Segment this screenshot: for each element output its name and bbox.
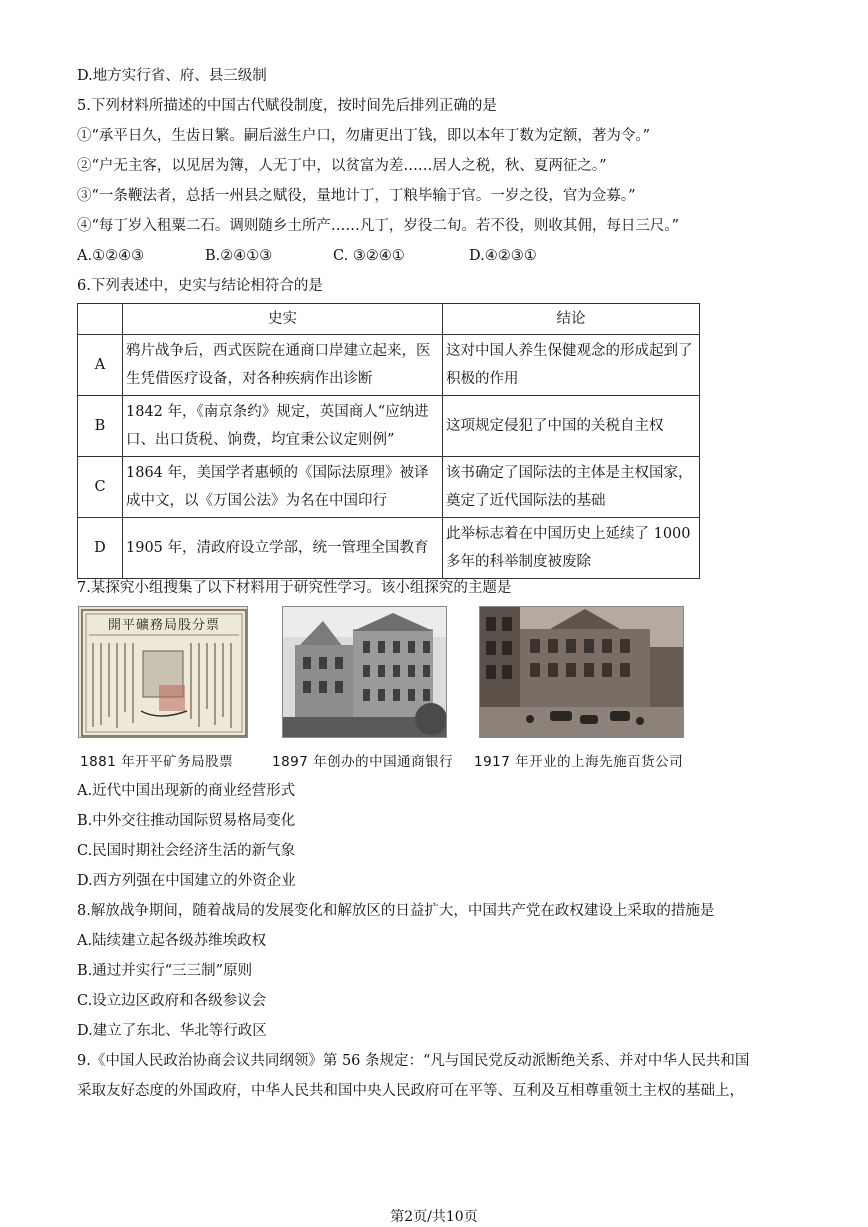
q7-option-d[interactable]: D.西方列强在中国建立的外资企业	[77, 873, 296, 889]
q8-stem: 8.解放战争期间，随着战局的发展变化和解放区的日益扩大，中国共产党在政权建设上采取的措施是	[77, 903, 715, 919]
row-fact: 1864 年，美国学者惠顿的《国际法原理》被译成中文，以《万国公法》为名在中国印行	[123, 457, 443, 518]
q5-material-3: ③“一条鞭法者，总括一州县之赋役，量地计丁，丁粮毕输于官。一岁之役，官为佥募。”	[77, 188, 636, 204]
q9-stem-line-1: 9.《中国人民政治协商会议共同纲领》第 56 条规定：“凡与国民党反动派断绝关系、并对中华人民共和国	[77, 1053, 750, 1069]
q5-option-a[interactable]: A.①②④③	[77, 248, 145, 264]
row-conclusion: 这项规定侵犯了中国的关税自主权	[443, 396, 700, 457]
row-fact: 1842 年，《南京条约》规定，英国商人“应纳进口、出口货税、饷费，均宜秉公议定则例”	[123, 396, 443, 457]
q7-option-b[interactable]: B.中外交往推动国际贸易格局变化	[77, 813, 296, 829]
stock-title: 開平礦務局股分票	[107, 618, 221, 633]
row-label: A	[78, 335, 123, 396]
q8-option-c[interactable]: C.设立边区政府和各级参议会	[77, 993, 267, 1009]
table-header-blank	[78, 304, 123, 335]
q5-stem: 5.下列材料所描述的中国古代赋役制度，按时间先后排列正确的是	[77, 98, 497, 114]
q8-option-d[interactable]: D.建立了东北、华北等行政区	[77, 1023, 267, 1039]
row-label: B	[78, 396, 123, 457]
q5-option-d[interactable]: D.④②③①	[469, 248, 537, 264]
q4-option-d: D.地方实行省、府、县三级制	[77, 68, 267, 84]
q5-option-c[interactable]: C. ③②④①	[333, 248, 405, 264]
q8-option-a[interactable]: A.陆续建立起各级苏维埃政权	[77, 933, 267, 949]
q7-stem: 7.某探究小组搜集了以下材料用于研究性学习。该小组探究的主题是	[77, 580, 512, 596]
table-row	[78, 335, 700, 396]
table-row	[78, 518, 700, 579]
stock-certificate-image	[78, 606, 248, 738]
row-fact: 鸦片战争后，西式医院在通商口岸建立起来，医生凭借医疗设备，对各种疾病作出诊断	[123, 335, 443, 396]
table-row	[78, 457, 700, 518]
page-number: 第2页/共10页	[390, 1209, 478, 1225]
bank-building-image	[282, 606, 447, 738]
q9-stem-line-2: 采取友好态度的外国政府，中华人民共和国中央人民政府可在平等、互利及互相尊重领土主权的基础上，	[77, 1083, 744, 1099]
row-conclusion: 这对中国人养生保健观念的形成起到了积极的作用	[443, 335, 700, 396]
caption-stock-certificate: 1881 年开平矿务局股票	[80, 754, 234, 770]
row-label: D	[78, 518, 123, 579]
table-header-conclusion: 结论	[443, 304, 700, 335]
department-store-drawing	[480, 607, 684, 738]
q5-options	[77, 246, 537, 266]
bank-building-drawing	[283, 607, 447, 738]
q6-table	[77, 303, 700, 579]
row-label: C	[78, 457, 123, 518]
caption-bank: 1897 年创办的中国通商银行	[272, 754, 454, 770]
q5-material-2: ②“户无主客，以见居为簿，人无丁中，以贫富为差……居人之税，秋、夏两征之。”	[77, 158, 607, 174]
q5-material-4: ④“每丁岁入租粟二石。调则随乡土所产……凡丁，岁役二旬。若不役，则收其佣，每日三尺。”	[77, 218, 680, 234]
table-row	[78, 396, 700, 457]
q5-option-b[interactable]: B.②④①③	[205, 248, 273, 264]
row-conclusion: 此举标志着在中国历史上延续了 1000 多年的科举制度被废除	[443, 518, 700, 579]
q5-material-1: ①“承平日久，生齿日繁。嗣后滋生户口，勿庸更出丁钱，即以本年丁数为定额，著为令。”	[77, 128, 651, 144]
row-fact: 1905 年，清政府设立学部，统一管理全国教育	[123, 518, 443, 579]
q8-option-b[interactable]: B.通过并实行“三三制”原则	[77, 963, 253, 979]
table-header-fact: 史实	[123, 304, 443, 335]
department-store-image	[479, 606, 684, 738]
caption-department-store: 1917 年开业的上海先施百货公司	[474, 754, 684, 770]
table-header-row	[78, 304, 700, 335]
q7-option-c[interactable]: C.民国时期社会经济生活的新气象	[77, 843, 296, 859]
row-conclusion: 该书确定了国际法的主体是主权国家，奠定了近代国际法的基础	[443, 457, 700, 518]
q7-option-a[interactable]: A.近代中国出现新的商业经营形式	[77, 783, 296, 799]
stock-certificate-drawing	[79, 607, 248, 738]
q6-stem: 6.下列表述中，史实与结论相符合的是	[77, 278, 323, 294]
